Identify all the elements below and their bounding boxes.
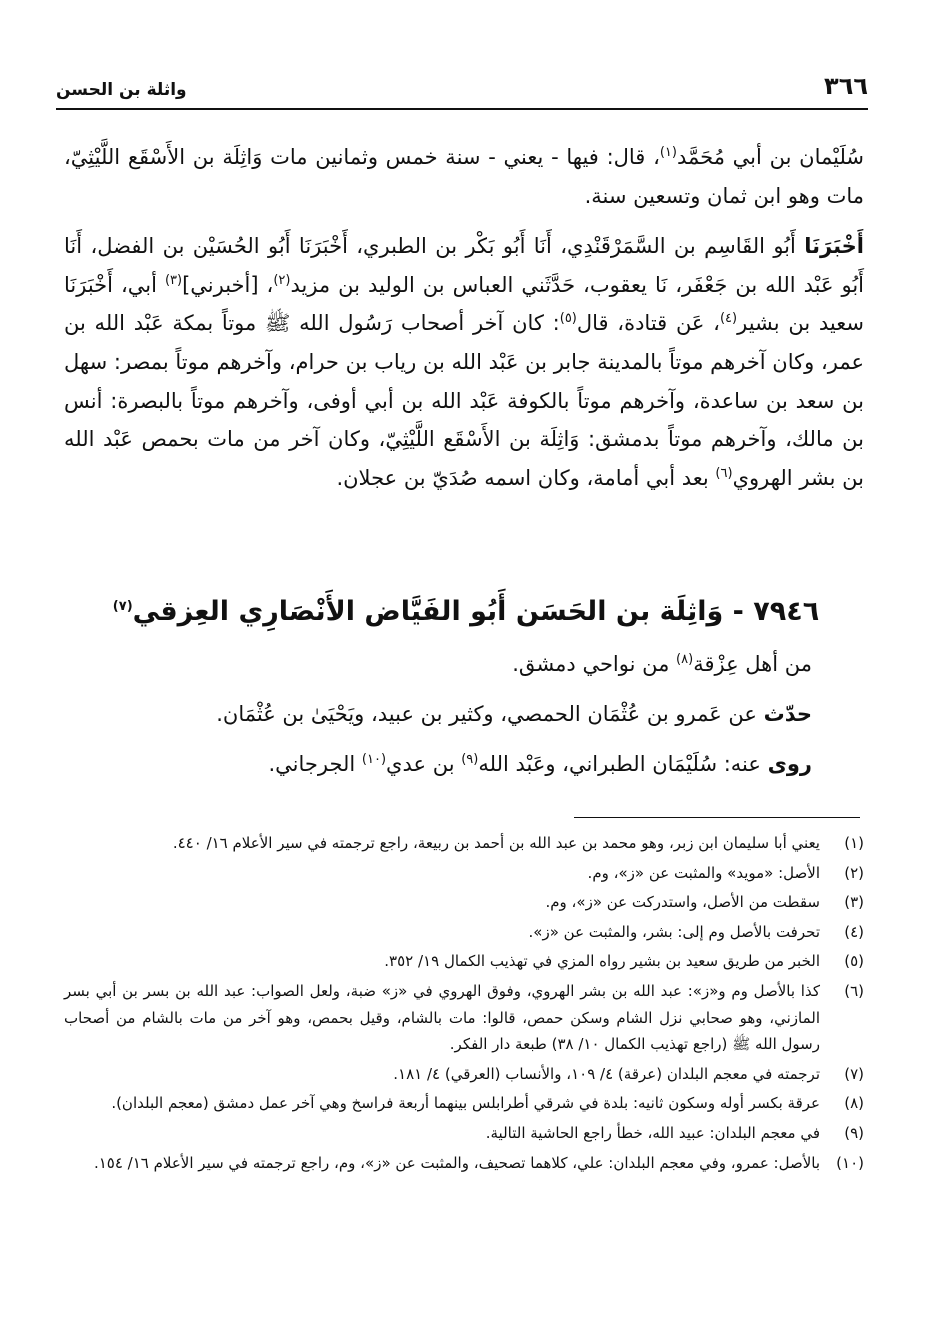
running-head [56, 62, 868, 110]
footnote-text: عرقة بكسر أوله وسكون ثانيه: بلدة في شرقي أطرابلس بينهما أربعة فراسخ وهي آخر عمل دمشق (معجم البلدان). [111, 1094, 820, 1113]
entry-haddath [64, 694, 812, 734]
footnote-number: (٤) [844, 922, 864, 941]
text-run: : كان آخر أصحاب رَسُول الله ﷺ موتاً بمكة عَبْد الله بن عمر، وكان آخرهم موتاً بالمدينة جابر بن عَبْد الله بن رياب بن حرام، وآخرهم موتاً بمصر: سهل بن سعد بن ساعدة، وآخرهم موتاً بالكوفة عَبْد الله بن أبي أوفى، وآخرهم موتاً بالبصرة: أنس بن مالك، وآخرهم موتاً بدمشق: وَاثِلَة بن الأَسْقَع اللَّيْثِيّ، وكان آخر من مات بحمص عَبْد الله بن بشر الهروي [64, 311, 864, 490]
footnote [64, 860, 864, 887]
footnote-ref[interactable]: (٣) [164, 272, 183, 288]
footnote-number: (٢) [844, 863, 864, 882]
text-run: الجرجاني. [268, 752, 362, 776]
text-run: أَبُو القَاسِم بن السَّمَرْقَنْدِي، أَنَا أَبُو بَكْر بن الطبري، أَخْبَرَنَا أَبُو الحُسَيْن بن الفضل، أَنَا أَبُو عَبْد الله بن جَعْفَر، نَا يعقوب، حَدَّثَني العباس بن الوليد بن مزيد [64, 234, 865, 297]
footnote-text: بالأصل: عمرو، وفي معجم البلدان: علي، كلاهما تصحيف، والمثبت عن «ز»، وم، راجع ترجمته في سير الأعلام ١٦/ ١٥٤. [93, 1153, 820, 1172]
text-run: من نواحي دمشق. [512, 652, 677, 676]
footnote-text: كذا بالأصل وم و«ز»: عبد الله بن بشر الهروي، وفوق الهروي في «ز» ضبة، ولعل الصواب: عبد الله بن بسر بن أبي بسر المازني، وهو صحابي نزل الشام وسكن حمص، قالوا: مات بالشام، وقيل بحمص، وهو آخر من مات بالشام من أصحاب رسول الله ﷺ (راجع تهذيب الكمال ١٠/ ٣٨) طبعة دار الفكر. [64, 981, 820, 1054]
isnad-lead-word: أَخْبَرَنَا [804, 234, 864, 259]
haddath-lead-word: حدّث [763, 702, 812, 726]
footnote-text: في معجم البلدان: عبيد الله، خطأ راجع الحاشية التالية. [485, 1123, 820, 1142]
text-run: ، عَن قتادة، قال [576, 311, 720, 336]
footnote-number: (١) [844, 834, 864, 852]
text-run: من أهل عِزْقة [693, 652, 812, 676]
footnote-divider [574, 817, 860, 818]
footnote [64, 1150, 864, 1177]
main-text [64, 138, 864, 497]
footnote-ref[interactable]: (٤) [719, 311, 738, 327]
footnote-number: (٦) [844, 981, 864, 1000]
text-run: ، [أخبرني] [182, 272, 274, 297]
footnote-number: (٨) [844, 1094, 864, 1113]
footnote-number: (٣) [844, 893, 864, 912]
footnote-ref[interactable]: (٥) [559, 311, 577, 327]
text-run: بعد أبي أمامة، وكان اسمه صُدَيّ بن عجلان. [336, 465, 716, 490]
text-run: عنه: سُلَيْمَان الطبراني، وعَبْد الله [478, 752, 768, 776]
footnote [64, 1090, 864, 1117]
footnote [64, 1120, 864, 1147]
footnotes [64, 830, 864, 1179]
footnote [64, 830, 864, 857]
footnote-text: تحرفت بالأصل وم إلى: بشر، والمثبت عن «ز». [528, 922, 820, 941]
text-run: بن عدي [386, 752, 462, 776]
footnote-text: سقطت من الأصل، واستدركت عن «ز»، وم. [545, 893, 820, 912]
text-run: سُلَيْمان بن أبي مُحَمَّد [676, 145, 864, 169]
text-run: ، قال: فيها - يعني - سنة خمس وثمانين مات وَاثِلَة بن الأَسْقَع اللَّيْثِيّ، مات وهو ابن ثمان وتسعين سنة. [64, 145, 864, 208]
footnote-ref[interactable]: (٧) [112, 599, 133, 614]
running-head-title: واثلة بن الحسن [56, 80, 187, 100]
entry-heading-text: ٧٩٤٦ - وَاثِلَة بن الحَسَن أَبُو الفَيَّاض الأَنْصَارِي العِزقي [132, 596, 820, 627]
footnote-ref[interactable]: (٨) [676, 652, 694, 667]
footnote-text: ترجمته في معجم البلدان (عرقة) ٤/ ١٠٩، والأنساب (العرقي) ٤/ ١٨١. [393, 1064, 820, 1083]
entry-body [64, 644, 812, 784]
footnote-number: (٩) [844, 1123, 864, 1142]
footnote [64, 978, 864, 1058]
rawa-lead-word: روى [767, 752, 812, 776]
paragraph-2 [64, 227, 864, 497]
footnote-number: (٥) [844, 952, 864, 971]
entry-heading [64, 592, 868, 632]
footnote-number: (١٠) [836, 1153, 864, 1172]
page-number: ٣٦٦ [824, 72, 868, 100]
paragraph-1 [64, 138, 864, 215]
footnote [64, 1061, 864, 1088]
text-run: أبي، أَخْبَرَنَا سعيد بن بشير [64, 272, 864, 336]
footnote-ref[interactable]: (٦) [715, 465, 733, 481]
footnote-text: الأصل: «موید» والمثبت عن «ز»، وم. [587, 863, 820, 882]
text-run: عن عَمرو بن عُثْمَان الحمصي، وكثير بن عبيد، ويَحْيَىٰ بن عُثْمَان. [216, 702, 764, 726]
footnote-ref[interactable]: (١٠) [361, 752, 387, 767]
footnote-ref[interactable]: (٩) [461, 752, 479, 767]
footnote-ref[interactable]: (١) [659, 145, 677, 160]
footnote-ref[interactable]: (٢) [273, 272, 291, 288]
footnote [64, 889, 864, 916]
footnote [64, 948, 864, 975]
footnote-number: (٧) [844, 1064, 864, 1083]
footnote-text: الخبر من طريق سعيد بن بشير رواه المزي في تهذيب الكمال ١٩/ ٣٥٢. [384, 952, 820, 971]
footnote [64, 919, 864, 946]
entry-rawa [64, 744, 812, 784]
entry-origin [64, 644, 812, 684]
footnote-text: يعني أبا سليمان ابن زبر، وهو محمد بن عبد الله بن أحمد بن ربيعة، راجع ترجمته في سير الأعلام ١٦/ ٤٤٠. [172, 834, 820, 852]
